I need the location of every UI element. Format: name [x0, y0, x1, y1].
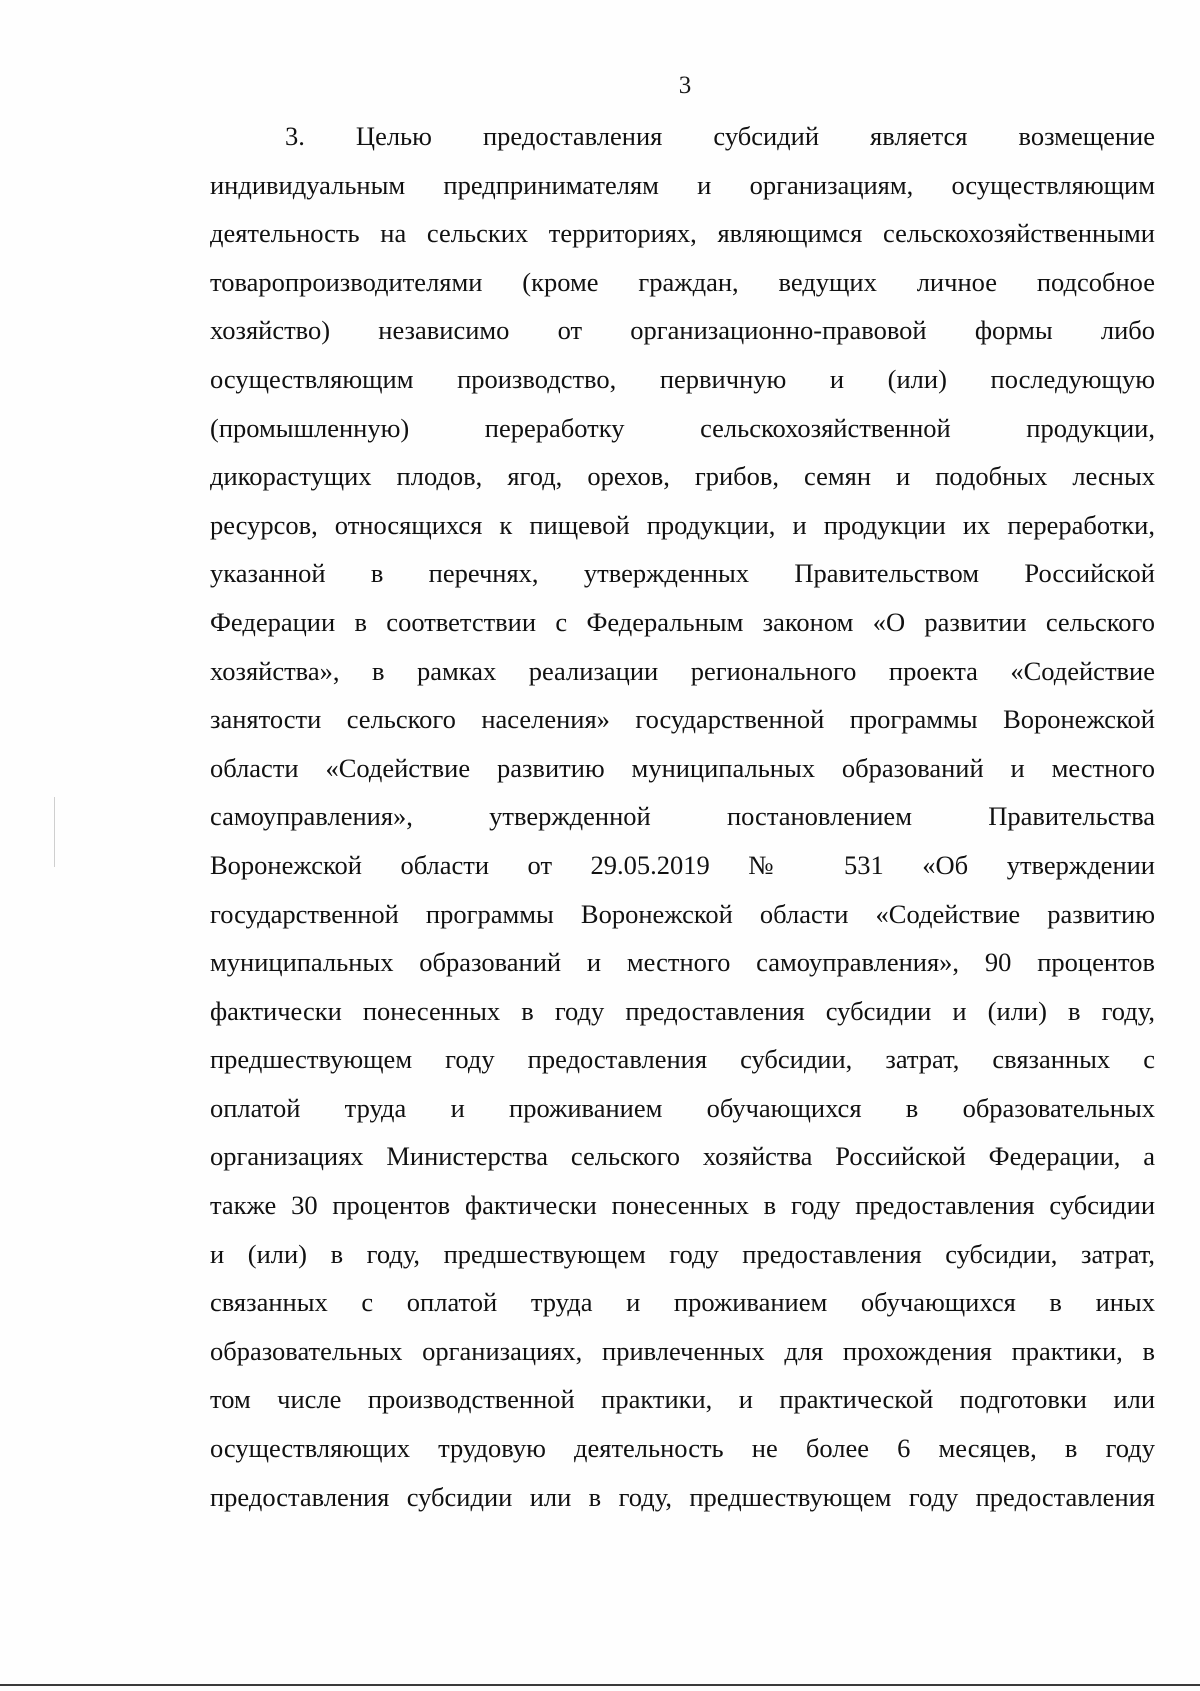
paragraph-3 — [210, 112, 1155, 1521]
text-line: самоуправления», утвержденной постановлением Правительства — [210, 801, 1155, 832]
text-line: Воронежской области от 29.05.2019 № 531 «Об утверждении — [210, 849, 1155, 880]
text-line: предоставления субсидии или в году, предшествующем году предоставления — [210, 1481, 1155, 1512]
text-line: указанной в перечнях, утвержденных Правительством Российской — [210, 558, 1155, 589]
text-line: том числе производственной практики, и практической подготовки или — [210, 1384, 1155, 1415]
text-line: оплатой труда и проживанием обучающихся в образовательных — [210, 1092, 1155, 1123]
page-number: 3 — [678, 72, 692, 99]
text-line: индивидуальным предпринимателям и организациям, осуществляющим — [210, 169, 1155, 200]
text-line: и (или) в году, предшествующем году предоставления субсидии, затрат, — [210, 1238, 1155, 1269]
text-line: также 30 процентов фактически понесенных в году предоставления субсидии — [210, 1190, 1155, 1221]
text-line: ресурсов, относящихся к пищевой продукции, и продукции их переработки, — [210, 509, 1155, 540]
text-line: товаропроизводителями (кроме граждан, ведущих личное подсобное — [210, 266, 1155, 297]
scan-margin-mark — [54, 797, 55, 867]
text-line: деятельность на сельских территориях, являющимся сельскохозяйственными — [210, 218, 1155, 249]
text-line: организациях Министерства сельского хозяйства Российской Федерации, а — [210, 1141, 1155, 1172]
text-line: области «Содействие развитию муниципальных образований и местного — [210, 752, 1155, 783]
text-line: фактически понесенных в году предоставления субсидии и (или) в году, — [210, 995, 1155, 1026]
text-line: муниципальных образований и местного самоуправления», 90 процентов — [210, 947, 1155, 978]
text-line: хозяйства», в рамках реализации регионального проекта «Содействие — [210, 655, 1155, 686]
text-line: осуществляющим производство, первичную и (или) последующую — [210, 363, 1155, 394]
text-line: (промышленную) переработку сельскохозяйственной продукции, — [210, 412, 1155, 443]
text-line: занятости сельского населения» государственной программы Воронежской — [210, 704, 1155, 735]
text-line: государственной программы Воронежской области «Содействие развитию — [210, 898, 1155, 929]
page-bottom-edge — [0, 1684, 1200, 1686]
text-line: осуществляющих трудовую деятельность не более 6 месяцев, в году — [210, 1433, 1155, 1464]
text-line: 3. Целью предоставления субсидий является возмещение — [285, 121, 1155, 151]
text-line: дикорастущих плодов, ягод, орехов, грибов, семян и подобных лесных — [210, 461, 1155, 492]
text-line: предшествующем году предоставления субсидии, затрат, связанных с — [210, 1044, 1155, 1075]
text-line: Федерации в соответствии с Федеральным законом «О развитии сельского — [210, 606, 1155, 637]
text-line: связанных с оплатой труда и проживанием обучающихся в иных — [210, 1287, 1155, 1318]
text-line: хозяйство) независимо от организационно-правовой формы либо — [210, 315, 1155, 346]
text-line: образовательных организациях, привлеченных для прохождения практики, в — [210, 1335, 1155, 1366]
